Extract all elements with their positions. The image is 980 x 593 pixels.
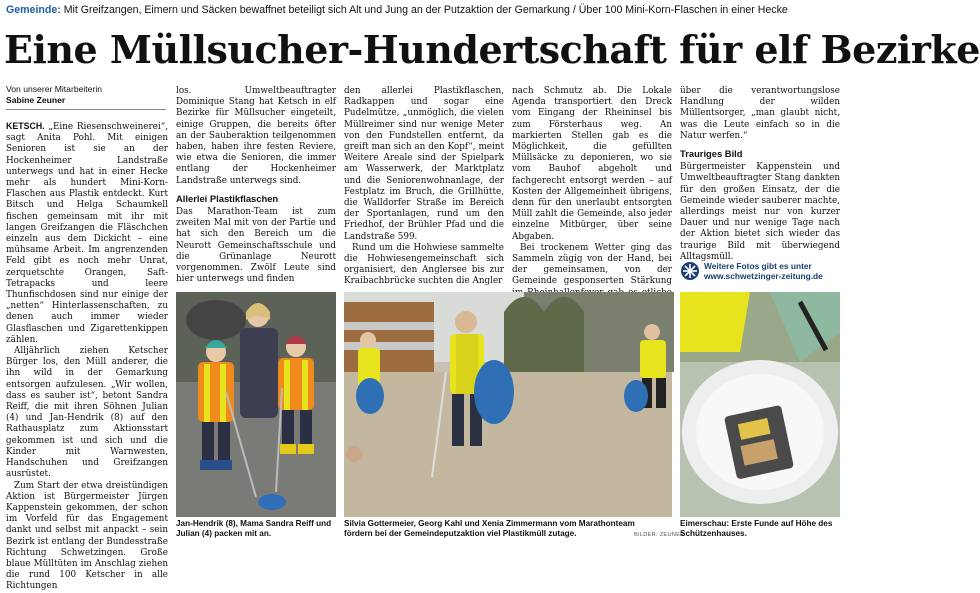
kicker-line <box>6 2 840 18</box>
photo-credit: BILDER: ZEUNER <box>634 532 685 538</box>
article-column-3 <box>344 86 504 286</box>
dateline: KETSCH. <box>6 121 45 131</box>
byline-intro: Von unserer Mitarbeiterin <box>6 84 103 94</box>
subheading: Trauriges Bild <box>680 148 743 160</box>
paragraph: Das Marathon-Team ist zum zweiten Mal mit von der Partie und hat sich den Bereich um die Neurott Gemeinschaftsschule und die Grünanlage Neurott vorgenommen. Zwölf Leute sind hier unterwegs und finden <box>176 207 336 285</box>
photo-caption: Silvia Gottermeier, Georg Kahl und Xenia Zimmermann vom Marathonteam fördern bei der Gemeindeputzaktion viel Plastikmüll zutage. <box>344 519 635 539</box>
article-column-4 <box>512 86 672 286</box>
paragraph: Bürgermeister Kappenstein und Umweltbeauftragter Stang dankten für den großen Einsatz, der die Gemeinde wieder sauberer machte, allerdings meist nur von kurzer Dauer und nur wenige Tage nach der Aktion bietet sich wieder das traurige Bild mit überwiegend Alltagsmüll. <box>680 162 840 262</box>
subheading: Allerlei Plastikflaschen <box>176 192 279 204</box>
photo-bucket <box>680 292 840 517</box>
paragraph: los. Umweltbeauftragter Dominique Stang hat Ketsch in elf Bezirke für Müllsucher eingeteilt, einige Gruppen, die bereits öfter an der Sauberaktion teilgenommen haben, haben ihre festen Reviere, wie etwa die Senioren, die immer entlang der Hockenheimer Landstraße unterwegs sind. <box>176 86 336 186</box>
paragraph: Bei trockenem Wetter ging das Sammeln zügig von der Hand, bei der gemeinsamen, von der Gemeinde gesponserten Stärkung <box>512 242 672 287</box>
paragraph: nach Schmutz ab. Die Lokale Agenda transportiert den Dreck vom Eingang der Rheininsel bis zum Försterhaus weg. An markierten Stellen gab es die Möglichkeit, die gefüllten Müllsäcke zu deponieren, wo sie vom Bauhof abgeholt und fachgerecht entsorgt werden – auf Kosten der Allgemeinheit übrigens, denn für den unerlaubt entsorgten Müll zahlt die Gemeinde, also jeder einzelne Mitbürger, über seine Abgaben. <box>512 86 672 242</box>
promo-text: Weitere Fotos gibt es unter <box>704 260 812 271</box>
byline-rule <box>6 109 166 110</box>
photo-family <box>176 292 336 517</box>
paragraph: den allerlei Plastikflaschen, Radkappen und sogar eine Pudelmütze, „unmöglich, die vielen Müllreimer sind nur wenige Meter von den Fundstellen entfernt, da greift man sich an den Kopf“, meint Weitere Areale sind der Spielpark am Wasserwerk, der Marktplatz und die Seniorenwohnanlage, der Festplatz im Bruch, die Grillhütte, die Walldorfer Straße im Bereich der Sportanlagen, rund um den Friedhof, der Brühler Pfad und die Landstraße 599. <box>344 86 504 242</box>
article-column-2 <box>176 86 336 286</box>
byline <box>6 84 171 110</box>
photo-promo <box>680 258 840 284</box>
photo-marathon-team <box>344 292 672 517</box>
headline: Eine Müllsucher-Hundertschaft für elf Bezirke <box>4 27 980 72</box>
promo-link[interactable]: www.schwetzinger-zeitung.de <box>704 271 823 281</box>
byline-author: Sabine Zeuner <box>6 95 66 105</box>
paragraph: Rund um die Hohwiese sammelte die Hohwiesengemeinschaft sich organisiert, den Anglersee bis zur Kraibachbrücke suchten die Angler <box>344 242 504 287</box>
photo-caption: Jan-Hendrik (8), Mama Sandra Reiff und Julian (4) packen mit an. <box>176 519 332 539</box>
camera-icon <box>680 261 700 281</box>
paragraph: KETSCH. „Eine Riesenschweinerei“, sagt Anita Pohl. Mit einigen Senioren ist sie an der Hockenheimer Landstraße unterwegs und hat in einer Hecke mehr als hundert Mini-Korn-Flaschen aus Plastik entdeckt. Kurt Bitsch und Helga Schaumkell fischen gemeinsam mit ihr mit langen Greifzangen die Fläschchen einzeln aus dem Dickicht – eine mühsame Arbeit. Im angrenzenden Feld gibt es noch mehr Unrat, zerquetschte Orangen, Saft-Tetrapacks und leere Thunfischdosen sind nur einige der „netten“ Hinterlassenschaften, zu denen auch immer wieder Glasflaschen und Zigarettenkippen zählen. <box>6 121 168 345</box>
article-column-5 <box>680 86 840 264</box>
kicker-text: Mit Greifzangen, Eimern und Säcken bewaffnet beteiligt sich Alt und Jung an der Putzaktion der Gemarkung / Über 100 Mini-Korn-Flaschen in einer Hecke <box>63 4 788 16</box>
article-column-1 <box>6 121 168 592</box>
paragraph: Alljährlich ziehen Ketscher Bürger los, den Müll anderer, die ihn wild in der Gemarkung entsorgen aufzulesen. „Wir wollen, dass es sauber ist“, betont Sandra Reiff, die mit ihren Söhnen Julian (4) und Jan-Hendrik (8) auf den Rathausplatz zum Aktionsstart gekommen ist und sich und die Kinder mit Warnwesten, Handschuhen und Greifzangen ausrüstet. <box>6 346 168 480</box>
paragraph: Zum Start der etwa dreistündigen Aktion ist Bürgermeister Jürgen Kappenstein gekommen, der schon im Vorfeld für das Engagement dankt und selbst mit anpackt – sein Bezirk ist entlang der Bundesstraße Richtung Schwetzingen. Große blaue Mülltüten im Anschlag ziehen die rund 100 Ketscher in alle Richtungen <box>6 480 168 592</box>
photo-caption: Eimerschau: Erste Funde auf Höhe des Schützenhauses. <box>680 519 833 539</box>
kicker-label: Gemeinde: <box>6 4 61 16</box>
paragraph: über die verantwortungslose Handlung der wilden Müllentsorger, „man glaubt nicht, was die Leute einfach so in die Natur werfen.“ <box>680 86 840 141</box>
